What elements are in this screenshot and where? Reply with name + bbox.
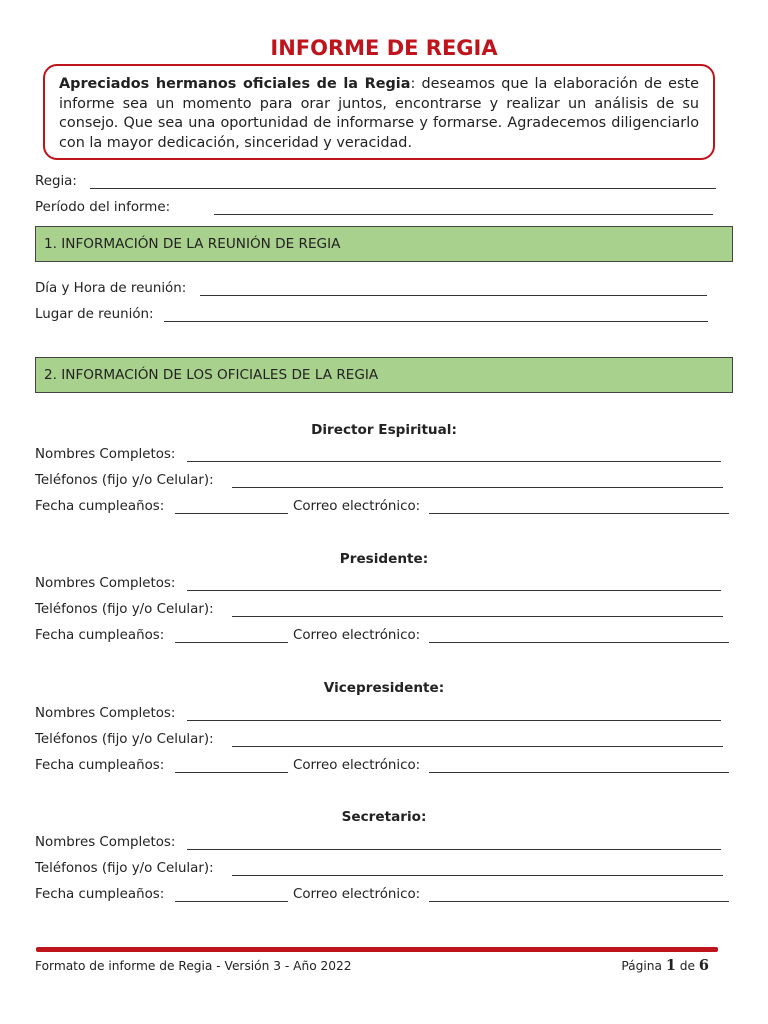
lugar-field[interactable] bbox=[164, 321, 708, 322]
cumple-field[interactable] bbox=[175, 901, 288, 902]
lugar-label: Lugar de reunión: bbox=[35, 307, 154, 322]
correo-label: Correo electrónico: bbox=[293, 758, 421, 773]
regia-label: Regia: bbox=[35, 174, 77, 189]
intro-text: : deseamos que la elaboración de este informe sea un momento para orar juntos, encontrarse y realizar un análisis de su consejo. Que sea una oportunidad de informarse y formarse. Agradecemos diligenciarlo con la mayor dedicación, sinceridad y veracidad. bbox=[59, 76, 699, 151]
telefonos-label: Teléfonos (fijo y/o Celular): bbox=[35, 602, 214, 617]
telefonos-field[interactable] bbox=[232, 487, 723, 488]
cumple-label: Fecha cumpleaños: bbox=[35, 628, 165, 643]
page-of: de bbox=[679, 959, 696, 973]
telefonos-label: Teléfonos (fijo y/o Celular): bbox=[35, 473, 214, 488]
intro-box bbox=[43, 64, 715, 160]
page-current: 1 bbox=[665, 957, 676, 974]
correo-label: Correo electrónico: bbox=[293, 499, 421, 514]
periodo-label: Período del informe: bbox=[35, 200, 171, 215]
nombres-label: Nombres Completos: bbox=[35, 706, 176, 721]
nombres-label: Nombres Completos: bbox=[35, 576, 176, 591]
section-2-header: 2. INFORMACIÓN DE LOS OFICIALES DE LA REGIA bbox=[35, 357, 733, 393]
nombres-field[interactable] bbox=[187, 590, 721, 591]
nombres-label: Nombres Completos: bbox=[35, 447, 176, 462]
cumple-field[interactable] bbox=[175, 513, 288, 514]
correo-label: Correo electrónico: bbox=[293, 887, 421, 902]
cumple-label: Fecha cumpleaños: bbox=[35, 758, 165, 773]
cumple-field[interactable] bbox=[175, 642, 288, 643]
page-number bbox=[621, 957, 709, 974]
periodo-field[interactable] bbox=[214, 214, 713, 215]
telefonos-label: Teléfonos (fijo y/o Celular): bbox=[35, 732, 214, 747]
officer-role-presidente: Presidente: bbox=[339, 551, 429, 567]
officer-role-director: Director Espiritual: bbox=[311, 422, 457, 438]
correo-field[interactable] bbox=[429, 901, 729, 902]
telefonos-field[interactable] bbox=[232, 746, 723, 747]
nombres-label: Nombres Completos: bbox=[35, 835, 176, 850]
page-label: Página bbox=[621, 959, 662, 973]
footer-version: Formato de informe de Regia - Versión 3 - Año 2022 bbox=[35, 959, 352, 973]
cumple-label: Fecha cumpleaños: bbox=[35, 499, 165, 514]
document-title: INFORME DE REGIA bbox=[270, 36, 498, 60]
nombres-field[interactable] bbox=[187, 461, 721, 462]
telefonos-field[interactable] bbox=[232, 875, 723, 876]
intro-bold-lead: Apreciados hermanos oficiales de la Regia bbox=[59, 76, 411, 92]
regia-field[interactable] bbox=[90, 188, 716, 189]
section-1-header: 1. INFORMACIÓN DE LA REUNIÓN DE REGIA bbox=[35, 226, 733, 262]
telefonos-field[interactable] bbox=[232, 616, 723, 617]
correo-field[interactable] bbox=[429, 642, 729, 643]
nombres-field[interactable] bbox=[187, 849, 721, 850]
footer-divider bbox=[36, 947, 718, 952]
officer-role-secretario: Secretario: bbox=[341, 809, 427, 825]
correo-field[interactable] bbox=[429, 772, 729, 773]
nombres-field[interactable] bbox=[187, 720, 721, 721]
page-total: 6 bbox=[698, 957, 709, 974]
correo-label: Correo electrónico: bbox=[293, 628, 421, 643]
dia-hora-field[interactable] bbox=[200, 295, 707, 296]
correo-field[interactable] bbox=[429, 513, 729, 514]
cumple-label: Fecha cumpleaños: bbox=[35, 887, 165, 902]
dia-hora-label: Día y Hora de reunión: bbox=[35, 281, 187, 296]
officer-role-vicepresidente: Vicepresidente: bbox=[323, 680, 445, 696]
cumple-field[interactable] bbox=[175, 772, 288, 773]
telefonos-label: Teléfonos (fijo y/o Celular): bbox=[35, 861, 214, 876]
